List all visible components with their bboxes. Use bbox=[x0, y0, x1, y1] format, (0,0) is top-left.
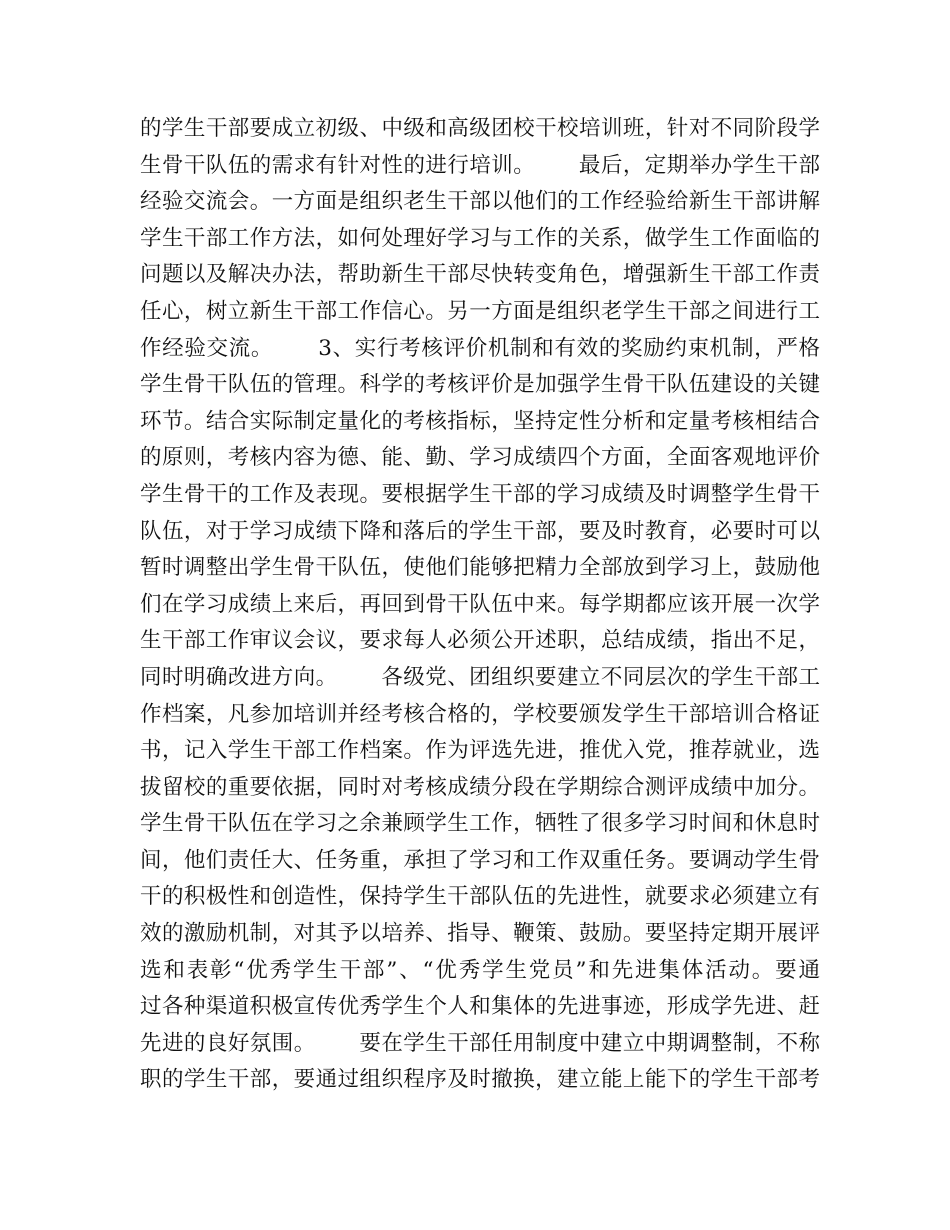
text-line: 学生骨干队伍在学习之余兼顾学生工作，牺牲了很多学习时间和休息时 bbox=[140, 811, 820, 837]
text-line: 学生骨干队伍的管理。科学的考核评价是加强学生骨干队伍建设的关键 bbox=[140, 372, 820, 398]
text-line: 过各种渠道积极宣传优秀学生个人和集体的先进事迹，形成学先进、赶 bbox=[140, 994, 820, 1020]
text-line: 生干部工作审议会议，要求每人必须公开述职，总结成绩，指出不足， bbox=[140, 628, 820, 654]
text-line: 选和表彰“优秀学生干部”、“优秀学生党员”和先进集体活动。要通 bbox=[140, 957, 820, 983]
text-line: 学生骨干的工作及表现。要根据学生干部的学习成绩及时调整学生骨干 bbox=[140, 481, 820, 507]
text-line: 作档案，凡参加培训并经考核合格的，学校要颁发学生干部培训合格证 bbox=[140, 701, 820, 727]
text-line: 书，记入学生干部工作档案。作为评选先进，推优入党，推荐就业，选 bbox=[140, 738, 820, 764]
text-line: 生骨干队伍的需求有针对性的进行培训。 最后，定期举办学生干部 bbox=[140, 152, 820, 178]
text-line: 间，他们责任大、任务重，承担了学习和工作双重任务。要调动学生骨 bbox=[140, 847, 820, 873]
text-line: 经验交流会。一方面是组织老生干部以他们的工作经验给新生干部讲解 bbox=[140, 189, 820, 215]
text-line: 学生干部工作方法，如何处理好学习与工作的关系，做学生工作面临的 bbox=[140, 225, 820, 251]
text-line: 们在学习成绩上来后，再回到骨干队伍中来。每学期都应该开展一次学 bbox=[140, 591, 820, 617]
text-line: 效的激励机制，对其予以培养、指导、鞭策、鼓励。要坚持定期开展评 bbox=[140, 921, 820, 947]
text-line: 同时明确改进方向。 各级党、团组织要建立不同层次的学生干部工 bbox=[140, 664, 820, 690]
text-line: 作经验交流。 3、实行考核评价机制和有效的奖励约束机制，严格 bbox=[140, 335, 820, 361]
text-line: 职的学生干部，要通过组织程序及时撤换，建立能上能下的学生干部考 bbox=[140, 1067, 820, 1093]
text-line: 任心，树立新生干部工作信心。另一方面是组织老学生干部之间进行工 bbox=[140, 298, 820, 324]
text-line: 的学生干部要成立初级、中级和高级团校干校培训班，针对不同阶段学 bbox=[140, 116, 820, 141]
text-line: 环节。结合实际制定量化的考核指标，坚持定性分析和定量考核相结合 bbox=[140, 408, 820, 434]
text-line: 的原则，考核内容为德、能、勤、学习成绩四个方面，全面客观地评价 bbox=[140, 445, 820, 471]
text-line: 拔留校的重要依据，同时对考核成绩分段在学期综合测评成绩中加分。 bbox=[140, 774, 820, 800]
text-line: 问题以及解决办法，帮助新生干部尽快转变角色，增强新生干部工作责 bbox=[140, 262, 820, 288]
text-line: 队伍，对于学习成绩下降和落后的学生干部，要及时教育，必要时可以 bbox=[140, 518, 820, 544]
text-line: 先进的良好氛围。 要在学生干部任用制度中建立中期调整制，不称 bbox=[140, 1030, 820, 1056]
text-line: 干的积极性和创造性，保持学生干部队伍的先进性，就要求必须建立有 bbox=[140, 884, 820, 910]
body-text bbox=[140, 111, 820, 1099]
text-line: 暂时调整出学生骨干队伍，使他们能够把精力全部放到学习上，鼓励他 bbox=[140, 555, 820, 581]
